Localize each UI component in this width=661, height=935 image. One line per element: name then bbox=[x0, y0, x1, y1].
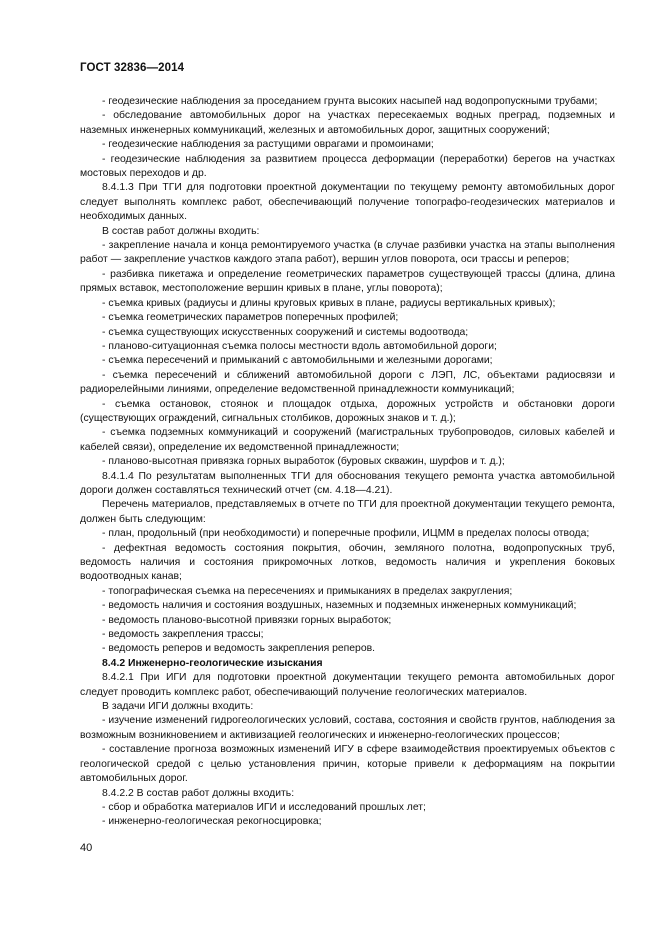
paragraph: - сбор и обработка материалов ИГИ и исследований прошлых лет; bbox=[102, 801, 426, 813]
paragraph: - съемка подземных коммуникаций и сооружений (магистральных трубопроводов, силовых кабелей и кабелей связи), определение их ведомственной принадлежности; bbox=[80, 427, 615, 453]
paragraph: В задачи ИГИ должны входить: bbox=[102, 701, 254, 713]
paragraph: 8.4.2.1 При ИГИ для подготовки проектной документации текущего ремонта автомобильных дорог следует проводить комплекс работ, обеспечивающий получение геологических материалов. bbox=[80, 672, 615, 698]
paragraph: - съемка остановок, стоянок и площадок отдыха, дорожных устройств и обстановки дороги (существующих ограждений, сигнальных столбиков, дорожных знаков и т. д.); bbox=[80, 398, 615, 424]
paragraph: - съемка пересечений и сближений автомобильной дороги с ЛЭП, ЛС, объектами радиосвязи и радиорелейными линиями, определение ведомственной принадлежности коммуникаций; bbox=[80, 369, 615, 396]
paragraph: - топографическая съемка на пересечениях и примыканиях в пределах закругления; bbox=[102, 585, 513, 597]
document-header: ГОСТ 32836—2014 bbox=[80, 62, 185, 74]
paragraph: Перечень материалов, представляемых в отчете по ТГИ для проектной документации текущего ремонта, должен быть следующим: bbox=[80, 499, 615, 525]
paragraph: В состав работ должны входить: bbox=[102, 225, 260, 237]
paragraph: - разбивка пикетажа и определение геометрических параметров существующей трассы (длина, длина прямых вставок, местоположение вершин кривых в плане, углы поворота); bbox=[80, 268, 615, 295]
paragraph: 8.4.2.2 В состав работ должны входить: bbox=[102, 787, 295, 799]
paragraph: - изучение изменений гидрогеологических условий, состава, состояния и свойств грунтов, наблюдения за возможным возникновением и активизацией геологических и инженерно-геологических процессов; bbox=[80, 715, 615, 741]
paragraph: - съемка геометрических параметров поперечных профилей; bbox=[102, 312, 399, 324]
paragraph: 8.4.1.3 При ТГИ для подготовки проектной документации по текущему ремонту автомобильных дорог следует выполнять комплекс работ, обеспечивающий получение топографо-геодезических материалов и необходимых данных. bbox=[80, 182, 615, 223]
section-heading: 8.4.2 Инженерно-геологические изыскания bbox=[102, 657, 323, 669]
paragraph: - ведомость закрепления трассы; bbox=[102, 629, 264, 641]
paragraph: - план, продольный (при необходимости) и поперечные профили, ИЦММ в пределах полосы отвода; bbox=[102, 528, 590, 540]
paragraph: - геодезические наблюдения за проседанием грунта высоких насыпей над водопропускными трубами; bbox=[102, 96, 598, 107]
paragraph: - обследование автомобильных дорог на участках пересекаемых водных преград, подземных и наземных инженерных коммуникаций, железных и автомобильных дорог, защитных сооружений; bbox=[80, 110, 615, 136]
paragraph: - геодезические наблюдения за растущими оврагами и промоинами; bbox=[102, 139, 434, 151]
document-body bbox=[80, 95, 615, 830]
paragraph: - дефектная ведомость состояния покрытия, обочин, земляного полотна, водопропускных труб, ведомость наличия и состояния прикромочных лотков, ведомость наличия и укрепления боковых водоотводных канав; bbox=[80, 542, 615, 583]
paragraph: - инженерно-геологическая рекогносцировка; bbox=[102, 816, 322, 828]
paragraph: - съемка кривых (радиусы и длины круговых кривых в плане, радиусы вертикальных кривых); bbox=[102, 297, 556, 309]
paragraph: - съемка пересечений и примыканий с автомобильными и железными дорогами; bbox=[102, 355, 493, 367]
paragraph: - закрепление начала и конца ремонтируемого участка (в случае разбивки участка на этапы выполнения работ — закрепление участков каждого этапа работ), вершин углов поворота, оси трассы и реперов; bbox=[80, 240, 615, 266]
paragraph: - ведомость реперов и ведомость закрепления реперов. bbox=[102, 643, 376, 655]
paragraph: - геодезические наблюдения за развитием процесса деформации (переработки) берегов на участках мостовых переходов и др. bbox=[80, 153, 615, 180]
paragraph: - планово-высотная привязка горных выработок (буровых скважин, шурфов и т. д.); bbox=[102, 456, 505, 468]
page-number: 40 bbox=[80, 842, 93, 854]
paragraph: - ведомость наличия и состояния воздушных, наземных и подземных инженерных коммуникаций; bbox=[102, 600, 577, 612]
paragraph: - составление прогноза возможных изменений ИГУ в сфере взаимодействия проектируемых объектов с геологической средой с целью установления причин, которые привели к деформациям на покрытии автомобильных дорог. bbox=[80, 744, 615, 785]
paragraph: 8.4.1.4 По результатам выполненных ТГИ для обоснования текущего ремонта участка автомобильной дороги должен составляться технический отчет (см. 4.18—4.21). bbox=[80, 470, 615, 496]
paragraph: - планово-ситуационная съемка полосы местности вдоль автомобильной дороги; bbox=[102, 340, 497, 352]
paragraph: - съемка существующих искусственных сооружений и системы водоотвода; bbox=[102, 326, 469, 338]
paragraph: - ведомость планово-высотной привязки горных выработок; bbox=[102, 614, 392, 626]
